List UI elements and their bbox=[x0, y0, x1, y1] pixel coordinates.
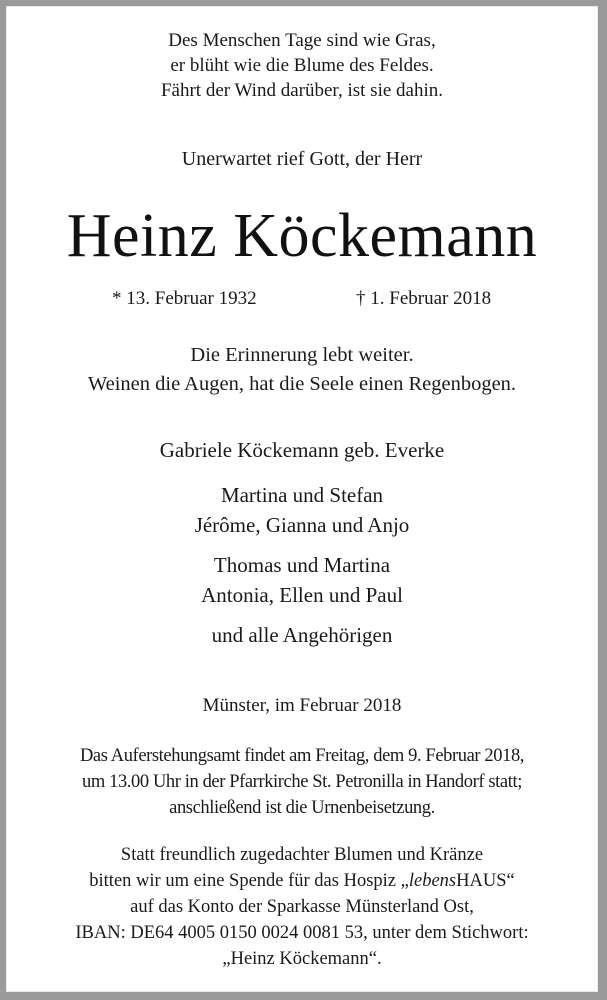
birth-date: * 13. Februar 1932 bbox=[112, 288, 257, 309]
intro-text bbox=[6, 146, 598, 172]
place-date-text: Münster, im Februar 2018 bbox=[202, 695, 402, 716]
family-line: Martina und Stefan bbox=[220, 483, 384, 507]
hospiz-name-suffix: HAUS“ bbox=[456, 871, 515, 891]
intro-line: Unerwartet rief Gott, der Herr bbox=[181, 148, 423, 170]
donation-line: auf das Konto der Sparkasse Münsterland Ost, bbox=[130, 897, 474, 917]
family-line: Antonia, Ellen und Paul bbox=[201, 583, 403, 607]
service-info bbox=[6, 743, 598, 821]
hospiz-name-italic: lebens bbox=[408, 871, 457, 891]
family-group-spouse bbox=[6, 435, 598, 465]
memory-line: Weinen die Augen, hat die Seele einen Regenbogen. bbox=[87, 373, 517, 395]
donation-line-hospiz bbox=[6, 868, 598, 894]
donation-line: Statt freundlich zugedachter Blumen und Kränze bbox=[120, 845, 484, 865]
family-line: Jérôme, Gianna und Anjo bbox=[194, 513, 410, 537]
death-date: † 1. Februar 2018 bbox=[356, 288, 492, 309]
place-date bbox=[6, 693, 598, 719]
service-line: Das Auferstehungsamt findet am Freitag, dem 9. Februar 2018, bbox=[79, 746, 525, 766]
family-line: Gabriele Köckemann geb. Everke bbox=[159, 438, 445, 462]
family-line: und alle Angehörigen bbox=[211, 623, 393, 647]
service-line: anschließend ist die Urnenbeisetzung. bbox=[169, 798, 435, 818]
verse-line: Fährt der Wind darüber, ist sie dahin. bbox=[160, 80, 443, 101]
verse-line: Des Menschen Tage sind wie Gras, bbox=[168, 30, 436, 51]
iban-line: IBAN: DE64 4005 0150 0024 0081 53, unter dem Stichwort: bbox=[75, 923, 529, 943]
memory-quote bbox=[6, 341, 598, 399]
deceased-name bbox=[6, 200, 598, 272]
name-text: Heinz Köckemann bbox=[66, 202, 538, 270]
life-dates bbox=[6, 286, 598, 312]
keyword-line: „Heinz Köckemann“. bbox=[222, 949, 382, 969]
family-group-relatives bbox=[6, 620, 598, 650]
verse-line: er blüht wie die Blume des Feldes. bbox=[170, 55, 434, 76]
donation-info bbox=[6, 842, 598, 972]
memory-line: Die Erinnerung lebt weiter. bbox=[190, 344, 414, 366]
family-group-thomas bbox=[6, 550, 598, 610]
family-line: Thomas und Martina bbox=[213, 553, 391, 577]
obituary-notice bbox=[6, 6, 598, 992]
service-line: um 13.00 Uhr in der Pfarrkirche St. Petronilla in Handorf statt; bbox=[82, 772, 522, 792]
bible-verse bbox=[6, 28, 598, 103]
donation-prefix: bitten wir um eine Spende für das Hospiz „ bbox=[89, 871, 409, 891]
family-group-martina bbox=[6, 480, 598, 540]
